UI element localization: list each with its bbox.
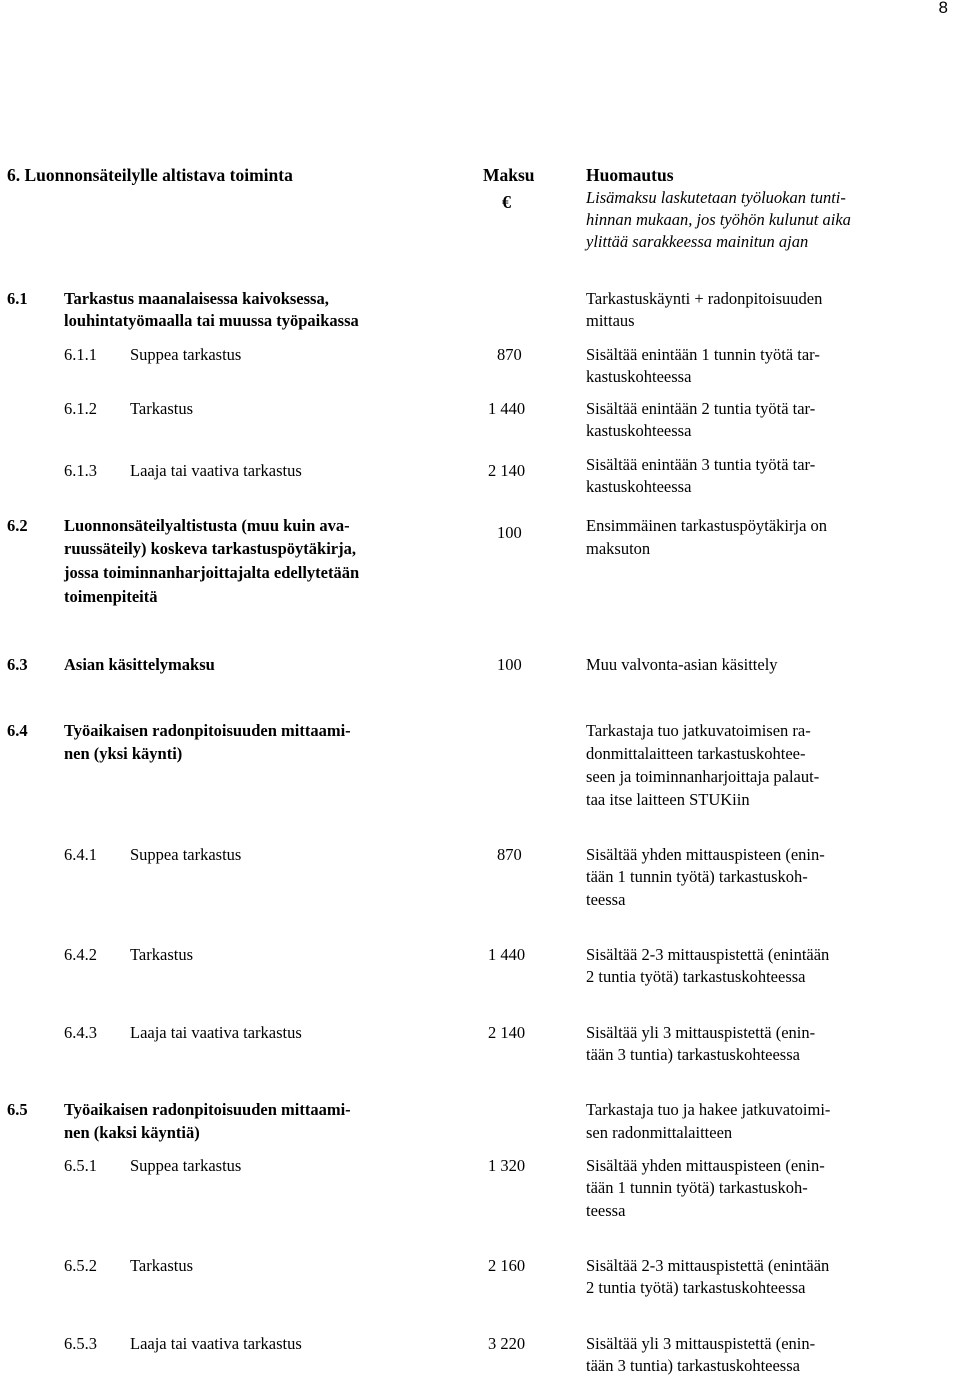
- section-number: 6.3: [7, 655, 28, 674]
- item-note: Sisältää yhden mittauspisteen (enin-: [586, 845, 825, 864]
- section-note: Tarkastaja tuo jatkuvatoimisen ra-: [586, 721, 811, 740]
- section-note: mittaus: [586, 311, 635, 330]
- item-note: teessa: [586, 1201, 626, 1220]
- item-note: Sisältää yli 3 mittauspistettä (enin-: [586, 1023, 816, 1042]
- item-number: 6.1.1: [64, 345, 97, 364]
- item-note: kastuskohteessa: [586, 421, 692, 440]
- section-note: Tarkastuskäynti + radonpitoisuuden: [586, 289, 823, 308]
- item-note: Sisältää enintään 3 tuntia työtä tar-: [586, 455, 816, 474]
- section-number: 6.5: [7, 1100, 28, 1119]
- section-note: Muu valvonta-asian käsittely: [586, 655, 778, 674]
- item-fee: 2 140: [488, 461, 526, 480]
- section-number: 6.4: [7, 721, 28, 740]
- currency-symbol: €: [502, 192, 511, 212]
- item-fee: 870: [497, 845, 522, 864]
- section-heading: nen (yksi käynti): [64, 744, 183, 763]
- item-fee: 3 220: [488, 1334, 526, 1353]
- section-note: donmittalaitteen tarkastuskohtee-: [586, 744, 806, 763]
- item-note: tään 1 tunnin työtä) tarkastuskoh-: [586, 867, 808, 886]
- section-note: taa itse laitteen STUKiin: [586, 790, 750, 809]
- item-note: tään 1 tunnin työtä) tarkastuskoh-: [586, 1178, 808, 1197]
- item-note: kastuskohteessa: [586, 367, 692, 386]
- section-note: sen radonmittalaitteen: [586, 1123, 733, 1142]
- item-number: 6.5.1: [64, 1156, 97, 1175]
- item-fee: 2 160: [488, 1256, 526, 1275]
- section-fee: 100: [497, 523, 522, 542]
- section-note: Ensimmäinen tarkastuspöytäkirja on: [586, 516, 828, 535]
- fee-column-header: Maksu: [483, 165, 535, 185]
- item-note: tään 3 tuntia) tarkastuskohteessa: [586, 1045, 800, 1064]
- item-number: 6.5.2: [64, 1256, 97, 1275]
- item-number: 6.4.1: [64, 845, 97, 864]
- item-label: Suppea tarkastus: [130, 845, 242, 864]
- notes-header-line: hinnan mukaan, jos työhön kulunut aika: [586, 210, 851, 229]
- item-fee: 1 320: [488, 1156, 526, 1175]
- section-note: Tarkastaja tuo ja hakee jatkuvatoimi-: [586, 1100, 831, 1119]
- item-number: 6.1.3: [64, 461, 97, 480]
- section-heading: Asian käsittelymaksu: [64, 655, 215, 674]
- section-fee: 100: [497, 655, 522, 674]
- item-fee: 2 140: [488, 1023, 526, 1042]
- notes-column-header: Huomautus: [586, 165, 674, 185]
- item-number: 6.4.2: [64, 945, 97, 964]
- item-fee: 1 440: [488, 945, 526, 964]
- item-note: teessa: [586, 890, 626, 909]
- item-label: Tarkastus: [130, 945, 193, 964]
- section-number: 6.2: [7, 516, 28, 535]
- item-number: 6.5.3: [64, 1334, 97, 1353]
- item-note: Sisältää yli 3 mittauspistettä (enin-: [586, 1334, 816, 1353]
- section-heading: Työaikaisen radonpitoisuuden mittaami-: [64, 721, 351, 740]
- item-note: Sisältää 2-3 mittauspistettä (enintään: [586, 945, 830, 964]
- item-label: Tarkastus: [130, 399, 193, 418]
- section-number: 6.1: [7, 289, 28, 308]
- item-fee: 870: [497, 345, 522, 364]
- notes-header-line: Lisämaksu laskutetaan työluokan tunti-: [586, 188, 846, 207]
- item-note: 2 tuntia työtä) tarkastuskohteessa: [586, 1278, 806, 1297]
- item-label: Tarkastus: [130, 1256, 193, 1275]
- item-fee: 1 440: [488, 399, 526, 418]
- section-heading: nen (kaksi käyntiä): [64, 1123, 200, 1142]
- notes-header-line: ylittää sarakkeessa mainitun ajan: [586, 232, 809, 251]
- item-note: 2 tuntia työtä) tarkastuskohteessa: [586, 967, 806, 986]
- item-note: Sisältää 2-3 mittauspistettä (enintään: [586, 1256, 830, 1275]
- item-label: Laaja tai vaativa tarkastus: [130, 1023, 302, 1042]
- item-note: Sisältää enintään 1 tunnin työtä tar-: [586, 345, 820, 364]
- section-heading: ruussäteily) koskeva tarkastuspöytäkirja,: [64, 539, 356, 558]
- item-number: 6.1.2: [64, 399, 97, 418]
- section-heading: Työaikaisen radonpitoisuuden mittaami-: [64, 1100, 351, 1119]
- item-label: Suppea tarkastus: [130, 1156, 242, 1175]
- section-heading: jossa toiminnanharjoittajalta edellytetään: [64, 563, 360, 582]
- item-note: tään 3 tuntia) tarkastuskohteessa: [586, 1356, 800, 1375]
- section-heading: Luonnonsäteilyaltistusta (muu kuin ava-: [64, 516, 350, 535]
- page-number: 8: [938, 0, 948, 17]
- item-label: Laaja tai vaativa tarkastus: [130, 461, 302, 480]
- section-heading: louhintatyömaalla tai muussa työpaikassa: [64, 311, 359, 330]
- section-heading: toimenpiteitä: [64, 587, 158, 606]
- item-number: 6.4.3: [64, 1023, 97, 1042]
- item-label: Laaja tai vaativa tarkastus: [130, 1334, 302, 1353]
- item-label: Suppea tarkastus: [130, 345, 242, 364]
- section-heading: Tarkastus maanalaisessa kaivoksessa,: [64, 289, 329, 308]
- section-note: maksuton: [586, 539, 651, 558]
- section-title: 6. Luonnonsäteilylle altistava toiminta: [7, 165, 293, 185]
- section-note: seen ja toiminnanharjoittaja palaut-: [586, 767, 820, 786]
- item-note: Sisältää enintään 2 tuntia työtä tar-: [586, 399, 816, 418]
- item-note: Sisältää yhden mittauspisteen (enin-: [586, 1156, 825, 1175]
- item-note: kastuskohteessa: [586, 477, 692, 496]
